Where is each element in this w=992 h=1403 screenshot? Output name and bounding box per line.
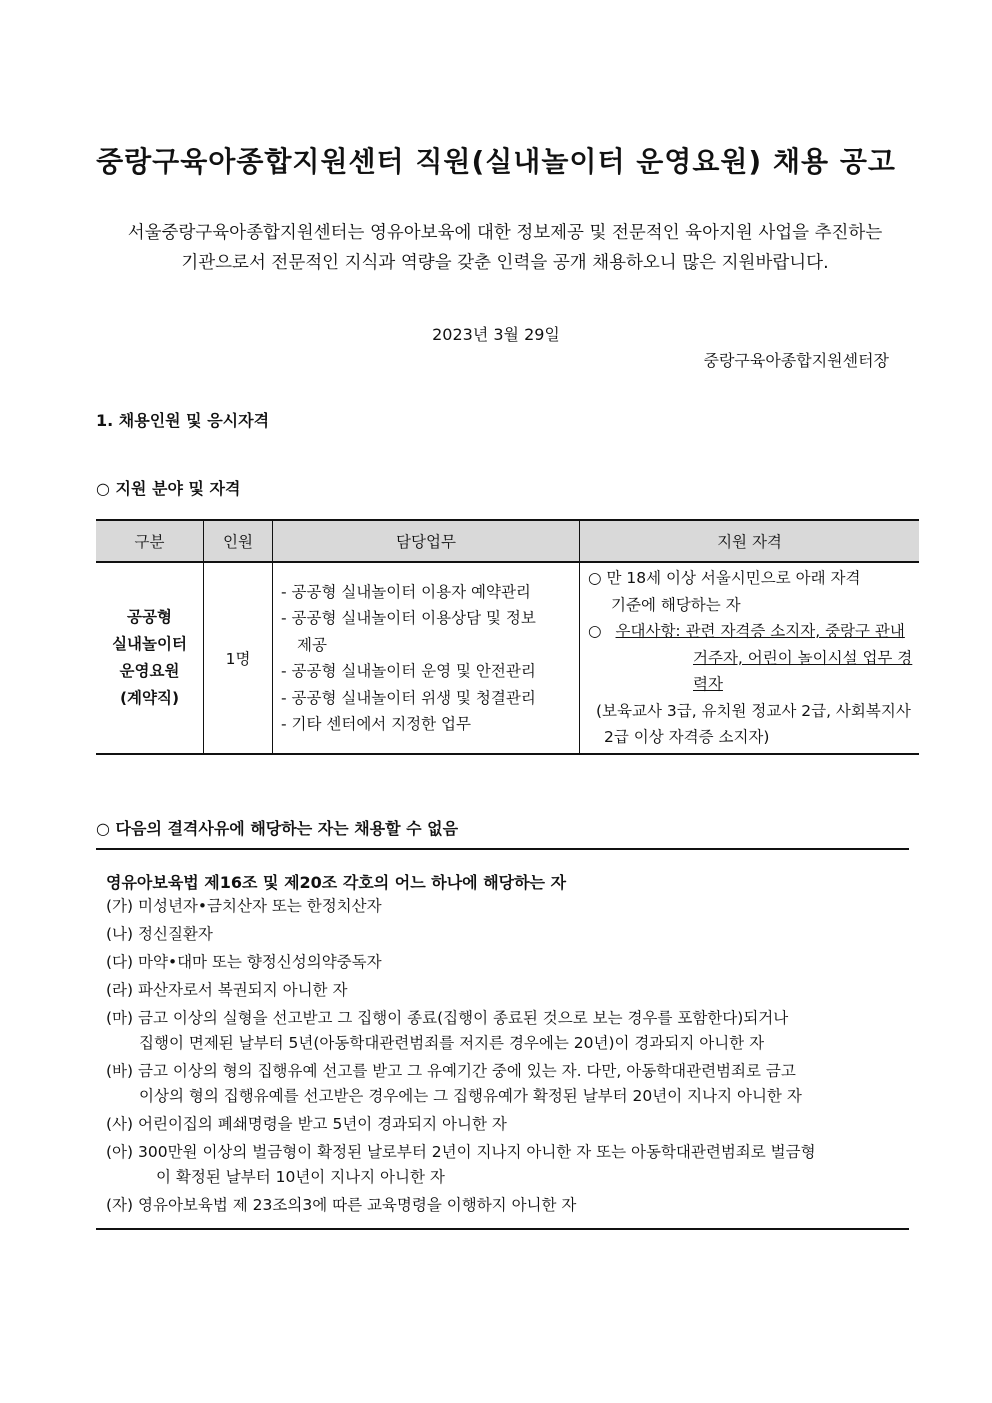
list-item-continued: 이상의 형의 집행유예를 선고받은 경우에는 그 집행유예가 확정된 날부터 20년이 지나지 아니한 자 (139, 1087, 802, 1105)
header-count: 인원 (204, 520, 273, 562)
list-item-text: (나) 정신질환자 (106, 925, 213, 943)
qual-preference-cont (588, 645, 913, 698)
list-item-text: (라) 파산자로서 복권되지 아니한 자 (106, 981, 348, 999)
qual-note: (보육교사 3급, 유치원 정교사 2급, 사회복지사 (596, 701, 911, 720)
list-item-text: (자) 영유아보육법 제 23조의3에 따른 교육명령을 이행하지 아니한 자 (106, 1196, 577, 1214)
duty-item-continued: 제공 (297, 635, 327, 654)
header-qualification: 지원 자격 (580, 520, 920, 562)
page-title: 중랑구육아종합지원센터 직원(실내놀이터 운영요원) 채용 공고 (96, 145, 896, 178)
disqualification-heading: 영유아보육법 제16조 및 제20조 각호의 어느 하나에 해당하는 자 (106, 873, 567, 892)
cell-duties (273, 562, 580, 754)
list-item (106, 1193, 816, 1218)
disqualification-list (106, 894, 816, 1221)
table-row (96, 562, 919, 754)
list-item-text: (사) 어린이집의 폐쇄명령을 받고 5년이 경과되지 아니한 자 (106, 1115, 507, 1133)
duty-item: - 공공형 실내놀이터 운영 및 안전관리 (281, 662, 536, 680)
duty-item: - 공공형 실내놀이터 이용상담 및 정보 (281, 609, 536, 627)
list-item-text: (바) 금고 이상의 형의 집행유예 선고를 받고 그 유예기간 중에 있는 자. 다만, 아동학대관련범죄로 금고 (106, 1062, 796, 1080)
duty-item: - 공공형 실내놀이터 이용자 예약관리 (281, 582, 531, 601)
list-item (106, 922, 816, 947)
category-line: 운영요원 (119, 662, 180, 680)
list-item-continued: 집행이 면제된 날부터 5년(아동학대관련범죄를 저지른 경우에는 20년)이 경과되지 아니한 자 (139, 1034, 765, 1052)
list-item (106, 1112, 816, 1137)
cell-qualification (580, 562, 920, 754)
qual-preference (588, 618, 913, 645)
duty-item: - 기타 센터에서 지정한 업무 (281, 715, 472, 733)
list-item (106, 1006, 816, 1056)
duty-item: - 공공형 실내놀이터 위생 및 청결관리 (281, 688, 536, 707)
qual-line: ○ 만 18세 이상 서울시민으로 아래 자격 (588, 569, 861, 588)
pref-line-2: 거주자, 어린이 놀이시설 업무 경력자 (693, 648, 913, 694)
list-item (106, 950, 816, 975)
subsection-title-disqualification: ○ 다음의 결격사유에 해당하는 자는 채용할 수 없음 (96, 819, 459, 838)
issuer-name: 중랑구육아종합지원센터장 (703, 351, 889, 370)
pref-bullet: ○ (588, 622, 602, 641)
intro-paragraph (100, 218, 910, 278)
list-item-text: (아) 300만원 이상의 벌금형이 확정된 날로부터 2년이 지나지 아니한 자 또는 아동학대관련범죄로 벌금형 (106, 1143, 816, 1161)
qual-note: 2급 이상 자격증 소지자) (604, 728, 770, 747)
intro-line-2: 기관으로서 전문적인 지식과 역량을 갖춘 인력을 공개 채용하오니 많은 지원바랍니다. (181, 253, 829, 273)
cell-category (96, 562, 204, 754)
list-item-text: (가) 미성년자•금치산자 또는 한정치산자 (106, 897, 382, 915)
section-title-recruitment: 1. 채용인원 및 응시자격 (96, 411, 270, 430)
category-line: 공공형 (127, 608, 172, 626)
announcement-date: 2023년 3월 29일 (432, 325, 560, 344)
table-header-row (96, 520, 919, 562)
list-item (106, 1140, 816, 1190)
pref-line-1: 우대사항: 관련 자격증 소지자, 중랑구 관내 (615, 622, 905, 641)
list-item-text: (마) 금고 이상의 실형을 선고받고 그 집행이 종료(집행이 종료된 것으로 보는 경우를 포함한다)되거나 (106, 1009, 789, 1027)
list-item-text: (다) 마약•대마 또는 향정신성의약중독자 (106, 953, 382, 971)
intro-line-1: 서울중랑구육아종합지원센터는 영유아보육에 대한 정보제공 및 전문적인 육아지원 사업을 추진하는 (127, 223, 883, 243)
category-line: (계약직) (119, 689, 180, 707)
cell-count: 1명 (204, 562, 273, 754)
list-item-continued: 이 확정된 날부터 10년이 지나지 아니한 자 (156, 1168, 445, 1186)
list-item (106, 978, 816, 1003)
header-category: 구분 (96, 520, 204, 562)
category-line: 실내놀이터 (112, 635, 187, 653)
subsection-title-field: ○ 지원 분야 및 자격 (96, 479, 241, 498)
recruitment-table (96, 519, 919, 755)
qual-line: 기준에 해당하는 자 (611, 595, 741, 614)
header-duties: 담당업무 (273, 520, 580, 562)
list-item (106, 1059, 816, 1109)
list-item (106, 894, 816, 919)
disqualification-box (96, 848, 909, 1230)
